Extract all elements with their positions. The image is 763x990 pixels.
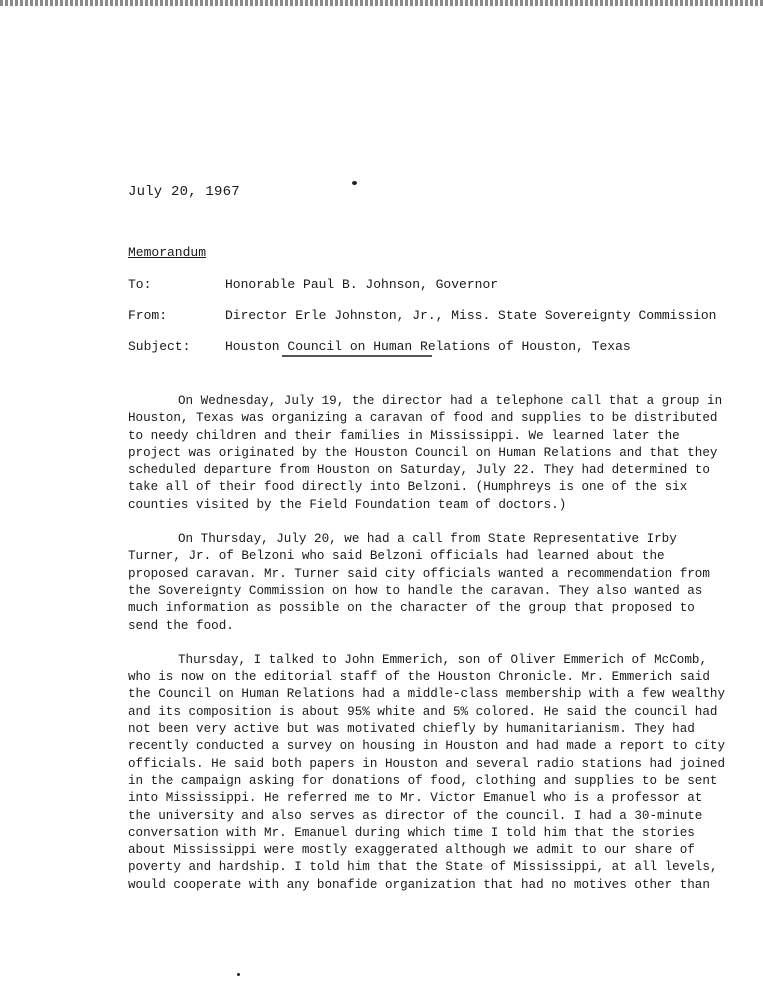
to-row [128,277,498,292]
body-paragraph-1: On Wednesday, July 19, the director had a telephone call that a group in Houston, Texas was organizing a caravan of food and supplies to be distributed to needy children and their families in Mississippi. We learned later the project was originated by the Houston Council on Human Relations and that they scheduled departure from Houston on Saturday, July 22. They had determined to take all of their food directly into Belzoni. (Humphreys is one of the six counties visited by the Field Foundation team of doctors.) [128,394,723,512]
subject-row [128,339,631,354]
to-label: To: [128,277,152,292]
to-value: Honorable Paul B. Johnson, Governor [225,277,499,292]
body-paragraph-2: On Thursday, July 20, we had a call from State Representative Irby Turner, Jr. of Belzoni who said Belzoni officials had learned about the proposed caravan. Mr. Turner said city officials wanted a recommendation from the Sovereignty Commission on how to handle the caravan. They also wanted as much information as possible on the character of the group that proposed to send the food. [128,532,710,633]
from-row [128,308,716,323]
page-speck [237,973,240,976]
subject-value: Houston Council on Human Relations of Houston, Texas [225,339,631,354]
memo-body [128,393,728,911]
from-value: Director Erle Johnston, Jr., Miss. State Sovereignty Commission [225,308,717,323]
memorandum-label: Memorandum [128,245,207,260]
body-paragraph-3: Thursday, I talked to John Emmerich, son of Oliver Emmerich of McComb, who is now on the editorial staff of the Houston Chronicle. Mr. Emmerich said the Council on Human Relations had a middle-class membership with a few wealthy and its composition is about 95% white and 5% colored. He said the council had not been very active but was motivated chiefly by humanitarianism. They had recently conducted a survey on housing in Houston and had made a report to city officials. He said both papers in Houston and several radio stations had joined in the campaign asking for donations of food, clothing and supplies to be sent into Mississippi. He referred me to Mr. Victor Emanuel who is a professor at the university and also serves as director of the council. I had a 30-minute conversation with Mr. Emanuel during which time I told him that the stories about Mississippi were mostly exaggerated although we admit to our share of poverty and hardship. I told him that the State of Mississippi, at all levels, would cooperate with any bonafide organization that had no motives other than [128,652,726,892]
page-speck [352,181,357,185]
page-top-edge [0,0,763,6]
memo-date: July 20, 1967 [128,184,240,200]
from-label: From: [128,308,168,323]
subject-underline [282,355,432,357]
subject-label: Subject: [128,339,191,354]
